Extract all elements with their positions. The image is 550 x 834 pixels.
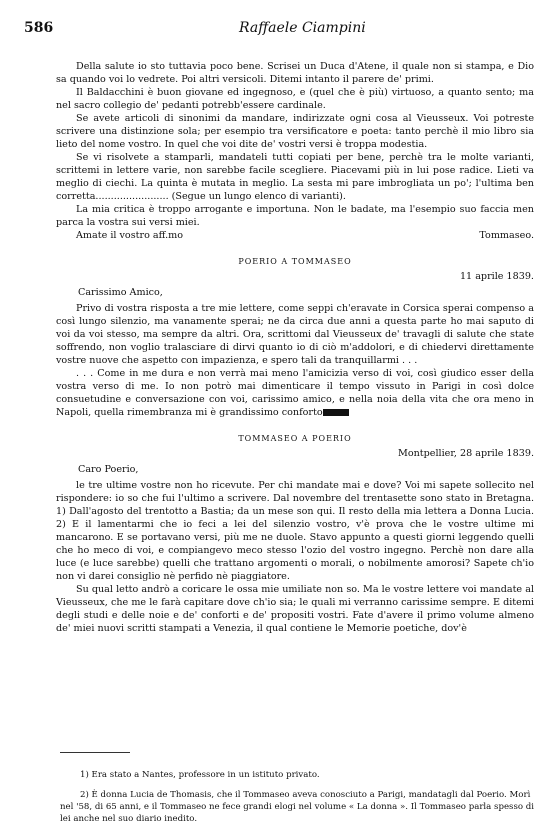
footnote: 2) È donna Lucia de Thomasis, che il Tommaseo aveva conosciuto a Parigi, mandatagli dal Poerio. Morì nel '58, di 65 anni, e il Tommaseo ne fece grandi elogi nel volume « La donna ». Il Tommaseo parla spesso di lei anche nel suo diario inedito. <box>60 790 535 825</box>
paragraph: La mia critica è troppo arrogante e importuna. Non le badate, ma l'esempio suo faccia men parca la vostra sui versi miei. <box>56 204 534 228</box>
closing-left: Amate il vostro aff.mo <box>76 230 184 241</box>
footnote-rule <box>60 752 130 753</box>
paragraph <box>56 367 534 419</box>
paragraph: Il Baldacchini è buon giovane ed ingegnoso, e (quel che è più) virtuoso, a quanto sento; ma nel sacro collegio de' pedanti potrebb'essere cardinale. <box>56 87 534 111</box>
paragraph: Se vi risolvete a stamparli, mandateli tutti copiati per bene, perchè tra le molte varianti, scrittemi in lettere varie, non sarebbe facile scegliere. Piacevami più in lui pose radice. Lieti va meglio di ciechi. La quinta è mutata in meglio. La sesta mi pare imbrogliata un po'; l'ultima ben corretta........................ (Segue un lungo elenco di varianti). <box>56 152 534 202</box>
letter-closing <box>56 229 534 242</box>
paragraph: Se avete articoli di sinonimi da mandare, indirizzate ogni cosa al Vieusseux. Voi potreste scrivere una distinzione sola; per esempio tra versificatore e poeta: tanto perchè il mio libro sia lieto del nome vostro. In quel che voi dite de' vostri versi è troppa modestia. <box>56 113 534 150</box>
paragraph-text: . . . Come in me dura e non verrà mai meno l'amicizia verso di voi, così giudico esser della vostra verso di me. Io non potrò mai dimenticare il tempo vissuto in Parigi in così dolce consuetudine e conversazione con voi, carissimo amico, e nella noia della vita che ora meno in Napoli, quella rimembranza mi è grandissimo conforto <box>56 368 534 418</box>
closing-right: Tommaseo. <box>479 230 534 241</box>
page-number: 586 <box>24 20 54 36</box>
letter-heading: TOMMASEO A POERIO <box>238 434 352 443</box>
letter-heading: POERIO A TOMMASEO <box>238 257 352 266</box>
ink-smudge <box>323 409 349 416</box>
letter-date: 11 aprile 1839. <box>459 271 534 282</box>
paragraph: Privo di vostra risposta a tre mie lettere, come seppi ch'eravate in Corsica sperai compenso a così lungo silenzio, ma vanamente sperai; ne da circa due anni a questa parte ho mai saputo di voi da voi stesso, ma sempre da altri. Ora, scrittomi dal Vieusseux de' travagli di salute che state soffrendo, non voglio tralasciare di dirvi quanto io di ciò m'addolori, e di chiedervi direttamente vostre nuove che aspetto con impazienza, e spero tali da tranquillarmi . . . <box>56 303 534 366</box>
paragraph: le tre ultime vostre non ho ricevute. Per chi mandate mai e dove? Voi mi sapete sollecito nel rispondere: io so che fui l'ultimo a scrivere. Dal novembre del trentasette sono stato in Bretagna. 1) Dall'agosto del trentotto a Bastia; da un mese son qui. Il resto della mia lettera a Donna Lucia. 2) E il lamentarmi che io feci a lei del silenzio vostro, v'è prova che le vostre ultime mi mancarono. E se portavano versi, più me ne duole. Stavo appunto a questi giorni leggendo quelli che ho meco di voi, e compiangevo meco stesso l'ozio del vostro ingegno. Perchè non dare alla luce (e luce sarebbe) quelli che trattano argomenti o morali, o nobilmente amorosi? Sapete ch'io non vi darei consiglio nè perfido nè piaggiatore. <box>56 480 534 582</box>
footnote: 1) Era stato a Nantes, professore in un istituto privato. <box>80 769 320 780</box>
letter-date: Montpellier, 28 aprile 1839. <box>398 448 534 459</box>
running-head: Raffaele Ciampini <box>239 20 366 36</box>
footnotes <box>60 760 534 834</box>
page-body <box>56 60 534 635</box>
salutation: Carissimo Amico, <box>78 287 163 298</box>
salutation: Caro Poerio, <box>78 464 139 475</box>
page-header <box>24 20 528 40</box>
paragraph: Su qual letto andrò a coricare le ossa mie umiliate non so. Ma le vostre lettere voi mandate al Vieusseux, che me le farà capitare dove ch'io sia; le quali mi verranno carissime sempre. E ditemi degli studi e delle noie e de' conforti e de' propositi vostri. Fate d'avere il primo volume almeno de' miei nuovi scritti stampati a Venezia, il qual contiene le Memorie poetiche, dov'è <box>56 584 534 634</box>
paragraph: Della salute io sto tuttavia poco bene. Scrisei un Duca d'Atene, il quale non si stampa, e Dio sa quando voi lo vedrete. Poi altri versicoli. Ditemi intanto il parere de' primi. <box>56 61 534 85</box>
